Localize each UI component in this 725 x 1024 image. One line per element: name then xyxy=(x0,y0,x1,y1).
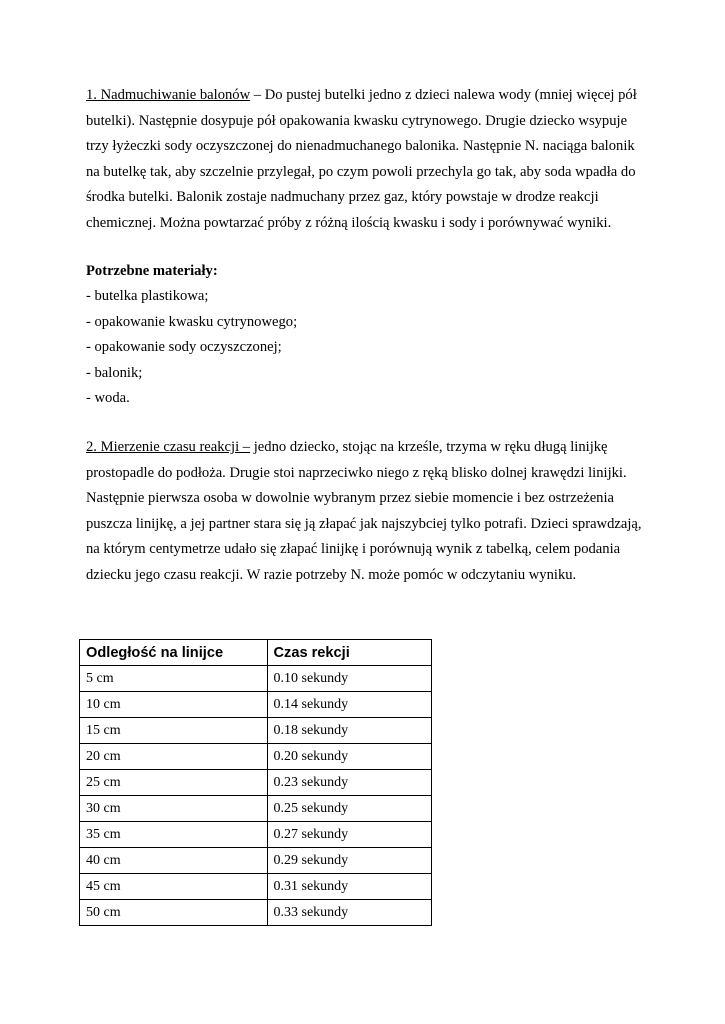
table-cell: 5 cm xyxy=(80,666,268,692)
table-cell: 10 cm xyxy=(80,692,268,718)
table-row xyxy=(80,796,432,822)
table-cell: 0.33 sekundy xyxy=(267,900,432,926)
reaction-time-table xyxy=(79,639,432,926)
table-cell: 0.31 sekundy xyxy=(267,874,432,900)
table-row xyxy=(80,770,432,796)
table-cell: 30 cm xyxy=(80,796,268,822)
table-cell: 0.23 sekundy xyxy=(267,770,432,796)
column-header: Odległość na linijce xyxy=(80,640,268,666)
table-cell: 20 cm xyxy=(80,744,268,770)
table-cell: 15 cm xyxy=(80,718,268,744)
list-item: - opakowanie kwasku cytrynowego; xyxy=(86,313,298,330)
table-row xyxy=(80,900,432,926)
section-2-title: 2. Mierzenie czasu reakcji – xyxy=(86,439,251,455)
table-cell: 0.20 sekundy xyxy=(267,744,432,770)
table-header-row xyxy=(80,640,432,666)
list-item: - balonik; xyxy=(86,364,143,381)
column-header: Czas rekcji xyxy=(267,640,432,666)
table-cell: 0.27 sekundy xyxy=(267,822,432,848)
table-cell: 0.10 sekundy xyxy=(267,666,432,692)
table-cell: 0.18 sekundy xyxy=(267,718,432,744)
list-item: - opakowanie sody oczyszczonej; xyxy=(86,339,282,356)
table-row xyxy=(80,822,432,848)
section-2-body: jedno dziecko, stojąc na krześle, trzyma w ręku długą linijkę prostopadle do podłoża. Drugie stoi naprzeciwko niego z ręką blisko dolnej krawędzi linijki. Następnie pierwsza osoba w dowolnie wybranym przez siebie momencie i bez ostrzeżenia puszcza linijkę, a jej partner stara się ją złapać jak najszybciej tylko potrafi. Dzieci sprawdzają, na którym centymetrze udało się złapać linijkę i porównują wynik z tabelką, celem podania dziecku jego czasu reakcji. W razie potrzeby N. może pomóc w odczytaniu wyniku. xyxy=(86,439,642,583)
table-cell: 45 cm xyxy=(80,874,268,900)
table-row xyxy=(80,744,432,770)
section-2-paragraph xyxy=(86,435,646,589)
list-item: - butelka plastikowa; xyxy=(86,288,209,304)
table-row xyxy=(80,718,432,744)
section-1-body: – Do pustej butelki jedno z dzieci nalewa wody (mniej więcej pół butelki). Następnie dosypuje pół opakowania kwasku cytrynowego. Drugie dziecko wsypuje trzy łyżeczki sody oczyszczonej do nienadmuchanego balonika. Następnie N. naciąga balonik na butelkę tak, aby szczelnie przylegał, po czym powoli przechyla go tak, aby soda wpadła do środka butelki. Balonik zostaje nadmuchany przez gaz, który powstaje w drodze reakcji chemicznej. Można powtarzać próby z różną ilością kwasku i sody i porównywać wyniki. xyxy=(86,87,637,231)
table-cell: 0.14 sekundy xyxy=(267,692,432,718)
table-cell: 25 cm xyxy=(80,770,268,796)
table-row xyxy=(80,848,432,874)
materials-heading: Potrzebne materiały: xyxy=(86,263,218,279)
table-cell: 0.25 sekundy xyxy=(267,796,432,822)
list-item: - woda. xyxy=(86,390,130,407)
table-row xyxy=(80,874,432,900)
table-cell: 35 cm xyxy=(80,822,268,848)
table-cell: 50 cm xyxy=(80,900,268,926)
table-row xyxy=(80,666,432,692)
section-1-title: 1. Nadmuchiwanie balonów xyxy=(86,87,251,103)
table-row xyxy=(80,692,432,718)
table-cell: 40 cm xyxy=(80,848,268,874)
materials-list xyxy=(86,284,297,412)
table-cell: 0.29 sekundy xyxy=(267,848,432,874)
section-1-paragraph xyxy=(86,83,646,237)
